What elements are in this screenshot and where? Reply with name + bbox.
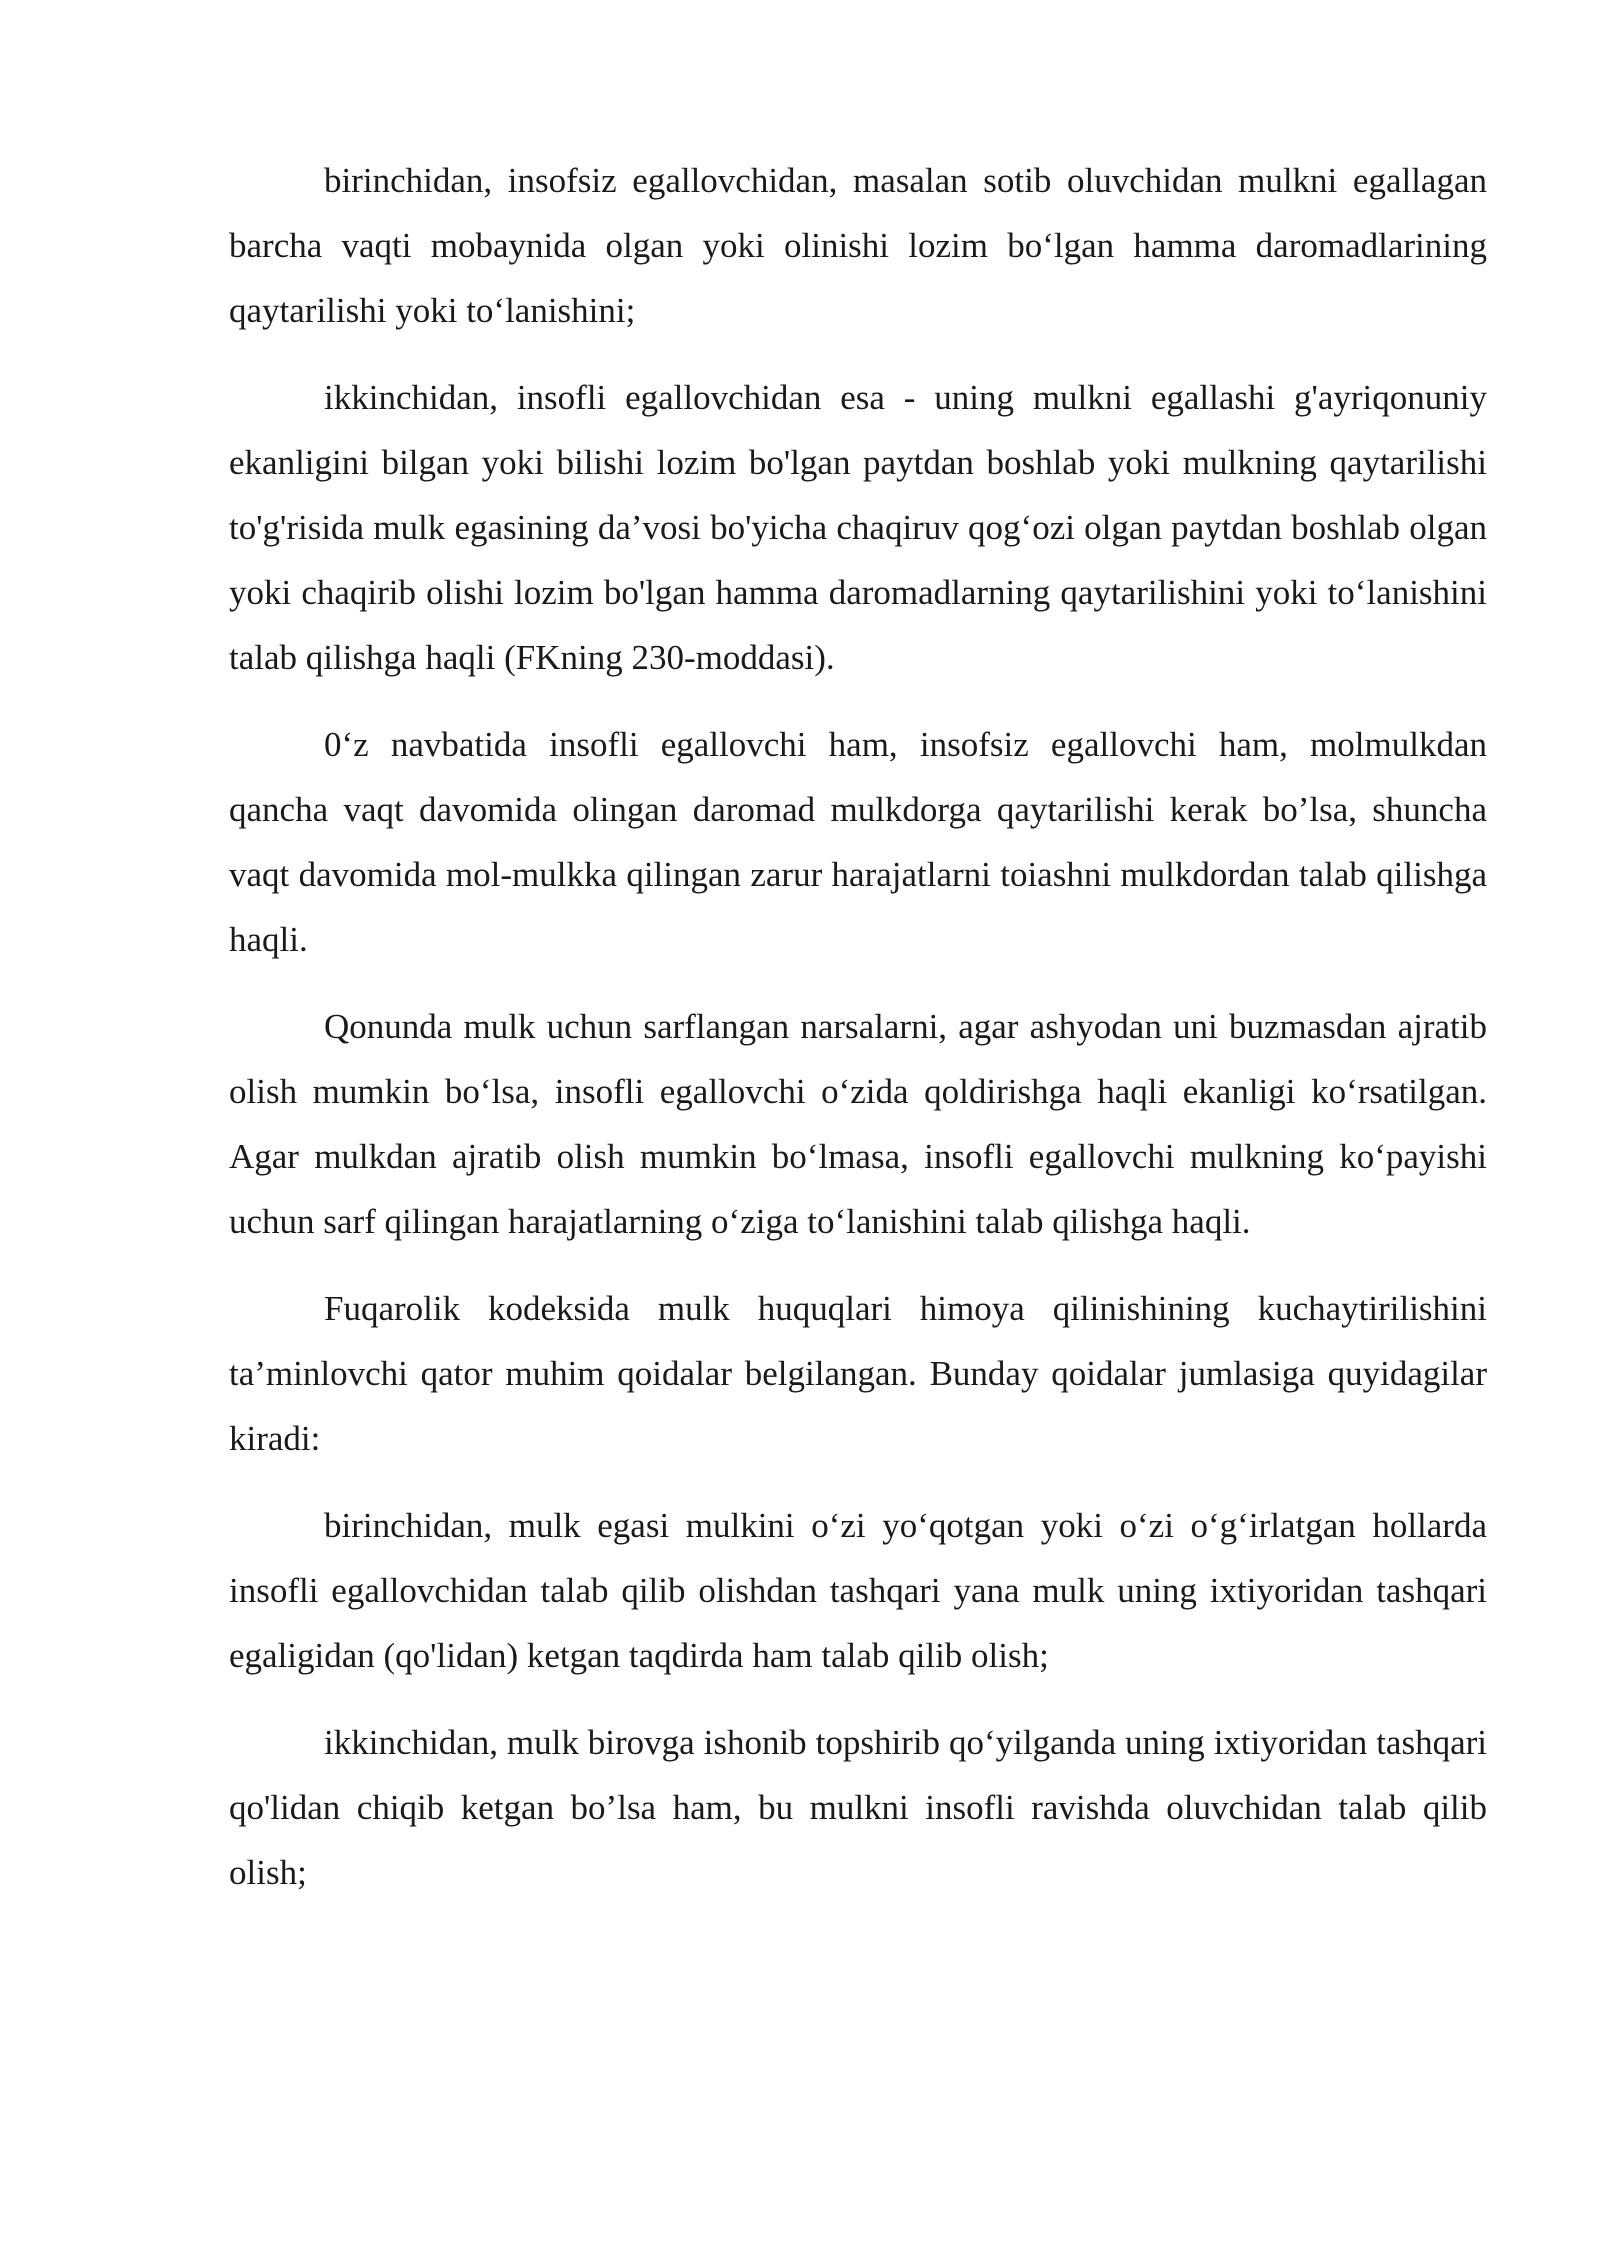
paragraph: birinchidan, insofsiz egallovchidan, masalan sotib oluvchidan mulkni egallagan barcha vaqti mobaynida olgan yoki olinishi lozim bo‘lgan hamma daromadlarining qaytarilishi yoki to‘lanishini; (229, 161, 1487, 330)
paragraph: Qonunda mulk uchun sarflangan narsalarni, agar ashyodan uni buzmasdan ajratib olish mumkin bo‘lsa, insofli egallovchi o‘zida qoldirishga haqli ekanligi ko‘rsatilgan. Agar mulkdan ajratib olish mumkin bo‘lmasa, insofli egallovchi mulkning ko‘payishi uchun sarf qilingan harajatlarning o‘ziga to‘lanishini talab qilishga haqli. (229, 1007, 1487, 1241)
paragraph: ikkinchidan, mulk birovga ishonib topshirib qo‘yilganda uning ixtiyoridan tashqari qo'lidan chiqib ketgan bo’lsa ham, bu mulkni insofli ravishda oluvchidan talab qilib olish; (229, 1723, 1487, 1892)
paragraph: birinchidan, mulk egasi mulkini o‘zi yo‘qotgan yoki o‘zi o‘g‘irlatgan hollarda insofli egallovchidan talab qilib olishdan tashqari yana mulk uning ixtiyoridan tashqari egaligidan (qo'lidan) ketgan taqdirda ham talab qilib olish; (229, 1506, 1487, 1675)
paragraph: Fuqarolik kodeksida mulk huquqlari himoya qilinishining kuchaytirilishini ta’minlovchi qator muhim qoidalar belgilangan. Bunday qoidalar jumlasiga quyidagilar kiradi: (229, 1289, 1487, 1458)
paragraph: ikkinchidan, insofli egallovchidan esa - uning mulkni egallashi g'ayriqonuniy ekanligini bilgan yoki bilishi lozim bo'lgan paytdan boshlab yoki mulkning qaytarilishi to'g'risida mulk egasining da’vosi bo'yicha chaqiruv qog‘ozi olgan paytdan boshlab olgan yoki chaqirib olishi lozim bo'lgan hamma daromadlarning qaytarilishini yoki to‘lanishini talab qilishga haqli (FKning 230-moddasi). (229, 378, 1487, 677)
paragraph: 0‘z navbatida insofli egallovchi ham, insofsiz egallovchi ham, molmulkdan qancha vaqt davomida olingan daromad mulkdorga qaytarilishi kerak bo’lsa, shuncha vaqt davomida mol-mulkka qilingan zarur harajatlarni toiashni mulkdordan talab qilishga haqli. (229, 725, 1487, 959)
document-body (229, 148, 1487, 1927)
